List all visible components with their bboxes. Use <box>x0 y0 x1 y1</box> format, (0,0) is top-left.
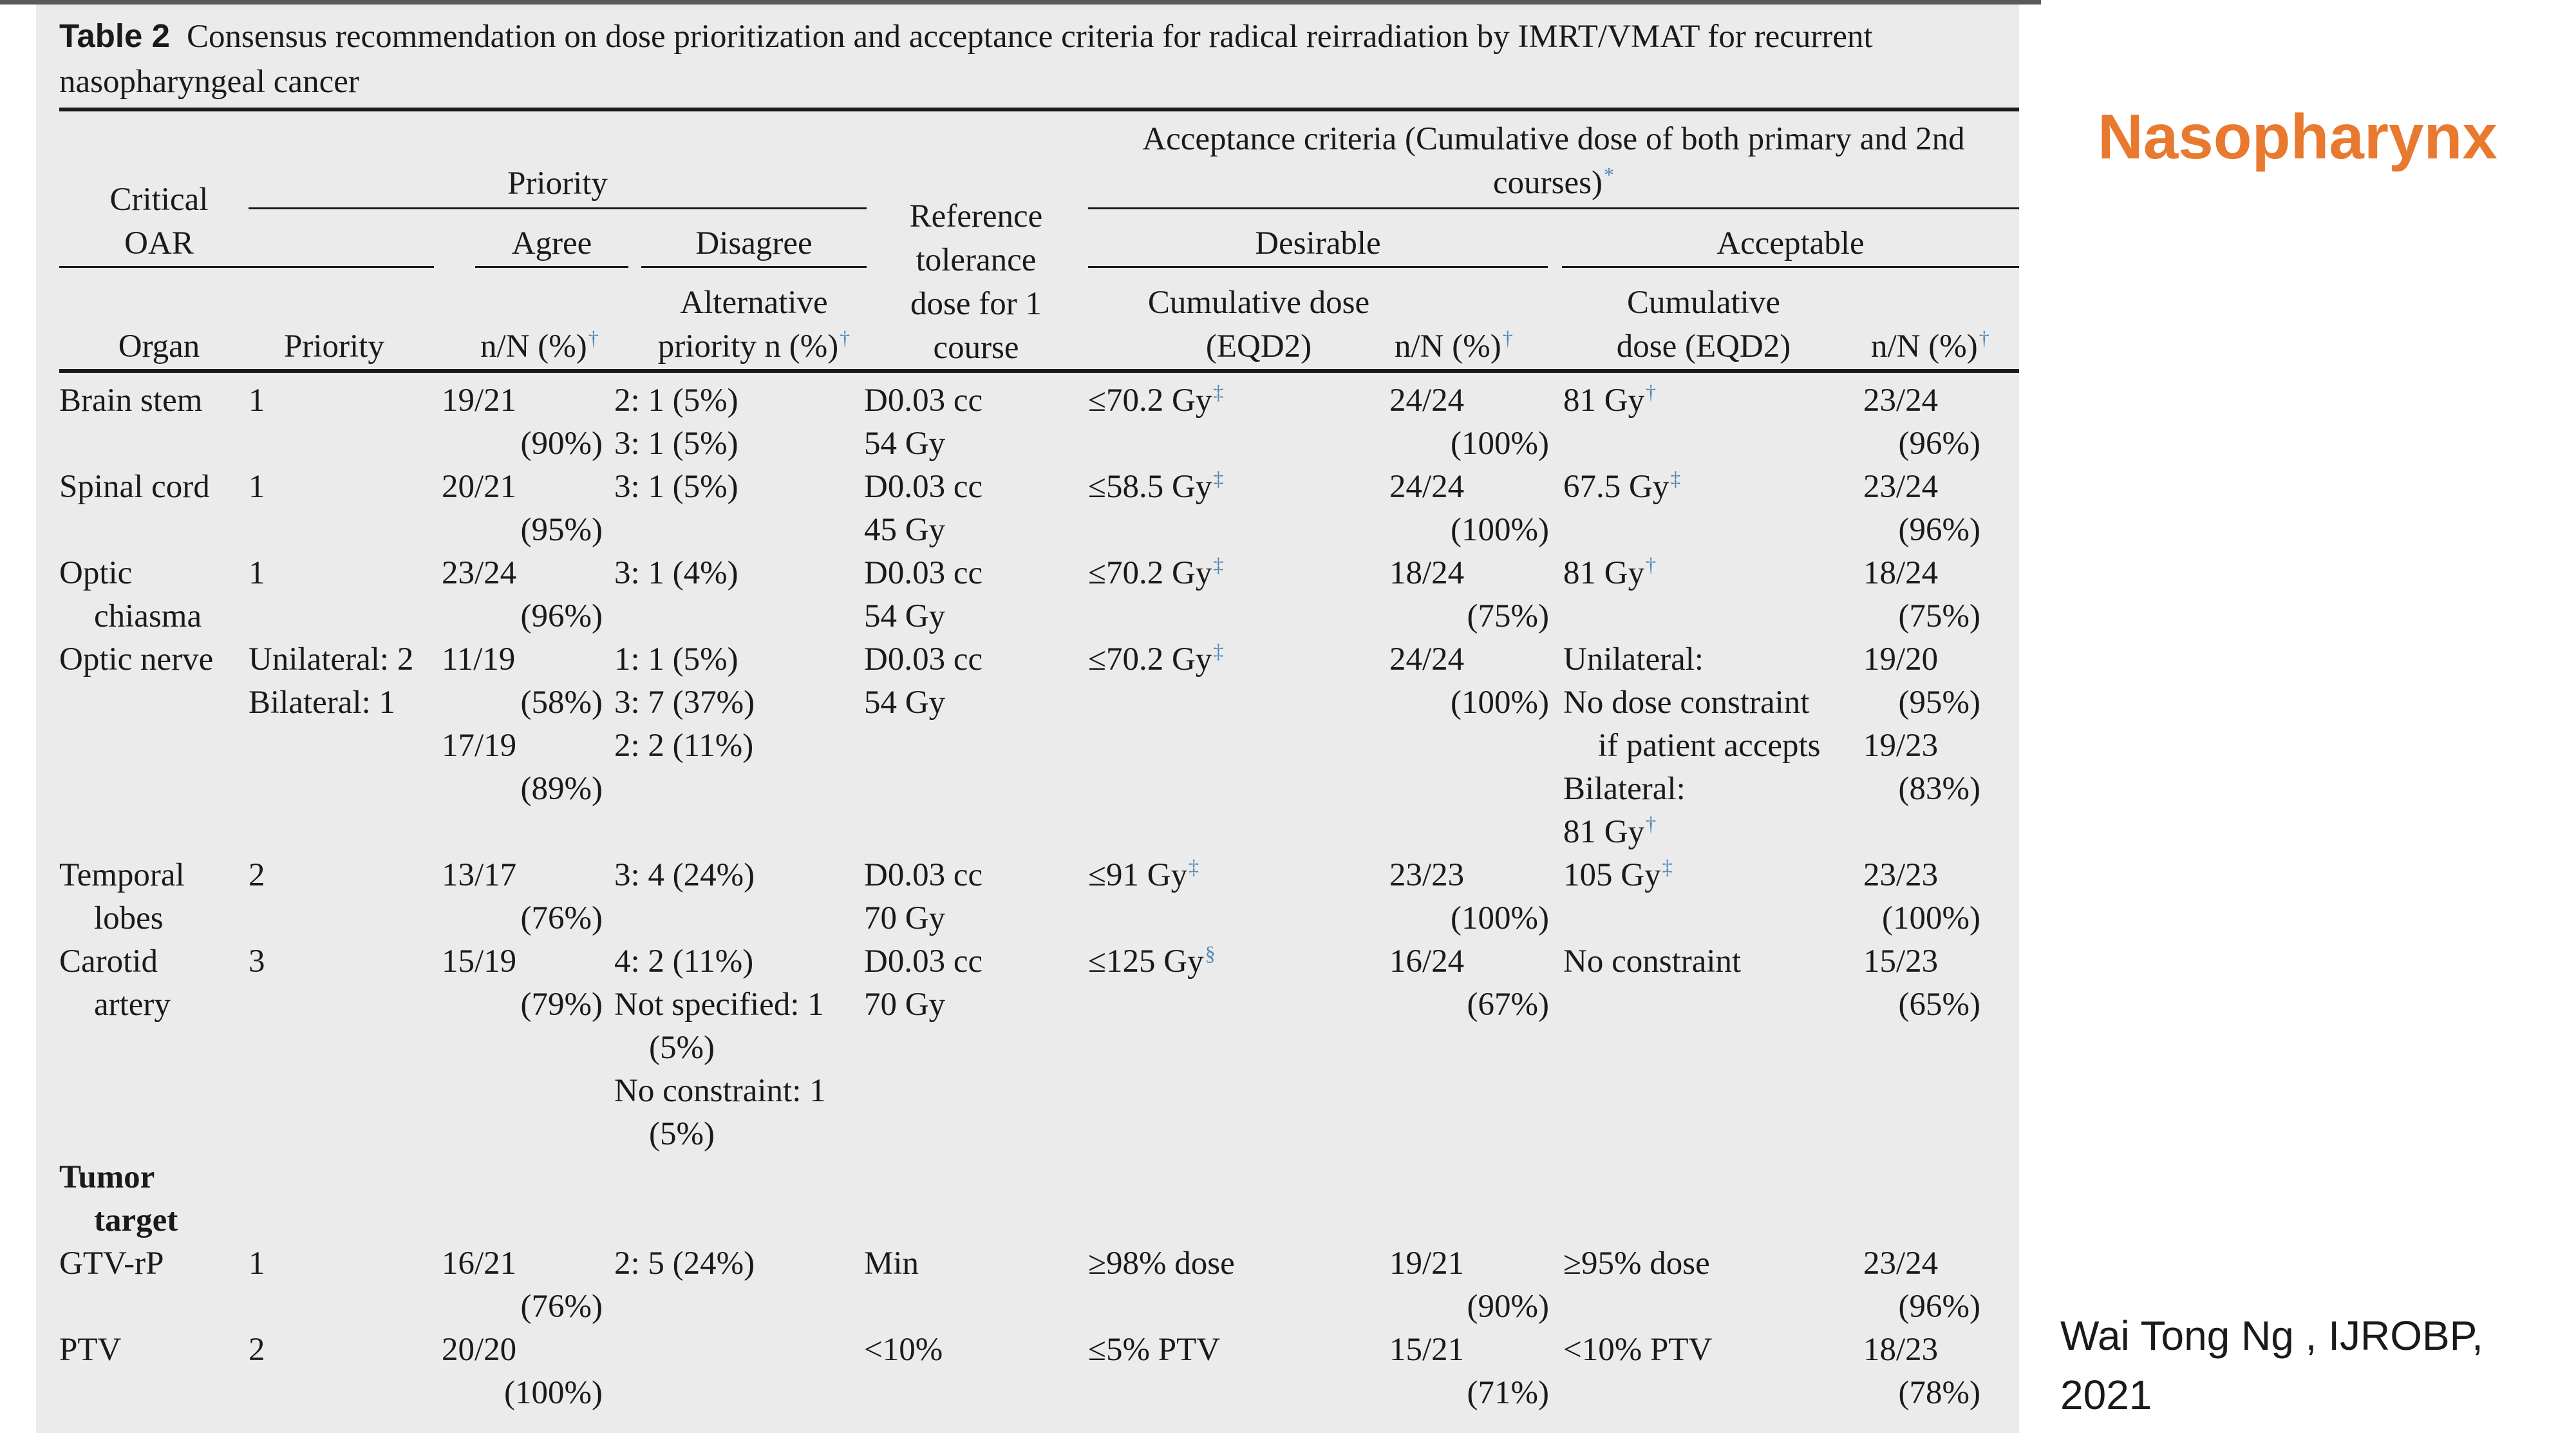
cell-acc-optic-nerve-5: 81 Gy† <box>1563 812 1657 850</box>
cell-alt-brain-stem-1: 2: 1 (5%) <box>614 383 738 419</box>
citation-line-2: 2021 <box>2060 1372 2152 1418</box>
cell-ref-spinal-cord-2: 45 Gy <box>864 512 946 548</box>
cell-acc-n-ptv: 18/23 <box>1863 1332 1939 1368</box>
cell-acc-pct-spinal-cord: (96%) <box>1898 512 1980 548</box>
cell-ref-temporal-lobes-2: 70 Gy <box>864 900 946 936</box>
cell-acc-optic-nerve-1: Unilateral: <box>1563 641 1704 677</box>
cell-des-dose-spinal-cord: ≤58.5 Gy‡ <box>1088 467 1224 505</box>
cell-des-pct-optic-chiasma: (75%) <box>1467 598 1549 634</box>
cell-acc-dose-spinal-cord: 67.5 Gy‡ <box>1563 467 1681 505</box>
cell-des-pct-spinal-cord: (100%) <box>1451 512 1549 548</box>
rule-agree <box>475 266 628 268</box>
header-critical: Critical <box>109 182 209 218</box>
header-disagree: Disagree <box>695 225 813 261</box>
cell-acc-pct-optic-chiasma: (75%) <box>1898 598 1980 634</box>
cell-priority-carotid-artery: 3 <box>249 943 265 980</box>
cell-agree-optic-nerve-1: 11/19 <box>442 641 516 677</box>
cell-des-n-gtv: 19/21 <box>1389 1245 1465 1282</box>
cell-des-n-ptv: 15/21 <box>1389 1332 1465 1368</box>
rule-disagree <box>641 266 867 268</box>
cell-ref-optic-nerve-1: D0.03 cc <box>864 641 983 677</box>
cell-ref-ptv: <10% <box>864 1332 943 1368</box>
rule-desirable <box>1088 266 1548 268</box>
table-label: Table 2 <box>59 17 170 54</box>
cell-agree-pct-carotid-artery: (79%) <box>520 987 603 1023</box>
cell-acc-n-brain-stem: 23/24 <box>1863 383 1939 419</box>
cell-priority-optic-nerve-2: Bilateral: 1 <box>249 685 396 721</box>
cell-alt-gtv: 2: 5 (24%) <box>614 1245 755 1282</box>
cell-agree-pct-optic-nerve-1: (58%) <box>520 685 603 721</box>
cell-agree-brain-stem: 19/21 <box>442 383 517 419</box>
cell-acc-dose-gtv: ≥95% dose <box>1563 1245 1710 1282</box>
cell-des-dose-optic-chiasma: ≤70.2 Gy‡ <box>1088 553 1224 591</box>
cell-des-pct-gtv: (90%) <box>1467 1289 1549 1325</box>
cell-des-dose-brain-stem: ≤70.2 Gy‡ <box>1088 381 1224 419</box>
cell-des-dose-gtv: ≥98% dose <box>1088 1245 1235 1282</box>
header-acceptance-line2: courses)* <box>1493 163 1614 201</box>
header-alternative: Alternative <box>680 285 828 321</box>
header-eqd2: (EQD2) <box>1205 328 1312 365</box>
cell-ref-optic-chiasma-2: 54 Gy <box>864 598 946 634</box>
cell-alt-carotid-artery-2: Not specified: 1 <box>614 987 824 1023</box>
cell-agree-ptv: 20/20 <box>442 1332 517 1368</box>
cell-organ-spinal-cord: Spinal cord <box>59 469 210 505</box>
cell-alt-optic-nerve-1: 1: 1 (5%) <box>614 641 738 677</box>
header-priority-group: Priority <box>507 166 608 202</box>
cell-ref-spinal-cord-1: D0.03 cc <box>864 469 983 505</box>
slide-title: Nasopharynx <box>2098 101 2497 172</box>
header-agree-nn: n/N (%)† <box>480 327 599 365</box>
cell-alt-temporal-lobes: 3: 4 (24%) <box>614 857 755 893</box>
cell-organ-optic-nerve: Optic nerve <box>59 641 214 677</box>
rule-priority-group <box>249 207 867 209</box>
cell-des-pct-brain-stem: (100%) <box>1451 426 1549 462</box>
header-cumulative: Cumulative <box>1627 285 1780 321</box>
cell-agree-pct-temporal-lobes: (76%) <box>520 900 603 936</box>
cell-organ-carotid-artery-1: Carotid <box>59 943 158 980</box>
cell-acc-n-gtv: 23/24 <box>1863 1245 1939 1282</box>
cell-ref-temporal-lobes-1: D0.03 cc <box>864 857 983 893</box>
cell-agree-gtv: 16/21 <box>442 1245 517 1282</box>
cell-des-pct-ptv: (71%) <box>1467 1375 1549 1411</box>
citation-line-1: Wai Tong Ng , IJROBP, <box>2060 1312 2483 1359</box>
cell-des-pct-temporal-lobes: (100%) <box>1451 900 1549 936</box>
header-desirable-nn: n/N (%)† <box>1395 327 1513 365</box>
rule-acceptance <box>1088 207 2019 209</box>
table-panel <box>36 5 2019 1433</box>
cell-organ-brain-stem: Brain stem <box>59 383 203 419</box>
cell-organ-temporal-lobes-2: lobes <box>94 900 164 936</box>
cell-des-n-temporal-lobes: 23/23 <box>1389 857 1465 893</box>
cell-acc-dose-carotid-artery: No constraint <box>1563 943 1742 980</box>
cell-ref-brain-stem-1: D0.03 cc <box>864 383 983 419</box>
cell-des-pct-optic-nerve: (100%) <box>1451 685 1549 721</box>
cell-agree-optic-chiasma: 23/24 <box>442 555 517 591</box>
cell-acc-dose-temporal-lobes: 105 Gy‡ <box>1563 855 1673 893</box>
cell-alt-optic-chiasma: 3: 1 (4%) <box>614 555 738 591</box>
cell-ref-carotid-artery-1: D0.03 cc <box>864 943 983 980</box>
cell-priority-brain-stem: 1 <box>249 383 265 419</box>
section-target: target <box>94 1202 178 1238</box>
cell-acc-dose-optic-chiasma: 81 Gy† <box>1563 553 1657 591</box>
section-tumor: Tumor <box>59 1159 155 1195</box>
cell-agree-pct-optic-chiasma: (96%) <box>520 598 603 634</box>
cell-agree-spinal-cord: 20/21 <box>442 469 517 505</box>
cell-acc-optic-nerve-3: if patient accepts <box>1598 728 1821 764</box>
header-agree: Agree <box>511 225 592 261</box>
header-acceptable: Acceptable <box>1716 225 1865 261</box>
cell-agree-pct-gtv: (76%) <box>520 1289 603 1325</box>
header-organ: Organ <box>118 328 200 365</box>
cell-organ-ptv: PTV <box>59 1332 122 1368</box>
cell-acc-optic-nerve-4: Bilateral: <box>1563 771 1686 807</box>
header-acceptable-nn: n/N (%)† <box>1871 327 1989 365</box>
cell-acc-dose-brain-stem: 81 Gy† <box>1563 381 1657 419</box>
cell-priority-optic-nerve-1: Unilateral: 2 <box>249 641 414 677</box>
cell-des-dose-carotid-artery: ≤125 Gy§ <box>1088 942 1216 980</box>
cell-acc-n-temporal-lobes: 23/23 <box>1863 857 1939 893</box>
cell-acc-pct-gtv: (96%) <box>1898 1289 1980 1325</box>
cell-agree-pct-brain-stem: (90%) <box>520 426 603 462</box>
cell-organ-gtv: GTV-rP <box>59 1245 164 1282</box>
cell-acc-optic-nerve-2: No dose constraint <box>1563 685 1810 721</box>
cell-acc-n-spinal-cord: 23/24 <box>1863 469 1939 505</box>
table-caption <box>59 14 2017 104</box>
header-dose-eqd2: dose (EQD2) <box>1616 328 1791 365</box>
cell-agree-carotid-artery: 15/19 <box>442 943 517 980</box>
cell-acc-n-optic-nerve-2: 19/23 <box>1863 728 1939 764</box>
rule-critical-oar <box>59 266 272 268</box>
cell-acc-pct-temporal-lobes: (100%) <box>1882 900 1980 936</box>
cell-alt-carotid-artery-1: 4: 2 (11%) <box>614 943 754 980</box>
cell-agree-pct-ptv: (100%) <box>504 1375 603 1411</box>
cell-acc-pct-optic-nerve-1: (95%) <box>1898 685 1980 721</box>
cell-alt-spinal-cord: 3: 1 (5%) <box>614 469 738 505</box>
cell-des-dose-temporal-lobes: ≤91 Gy‡ <box>1088 855 1199 893</box>
cell-des-n-spinal-cord: 24/24 <box>1389 469 1465 505</box>
cell-organ-optic-chiasma-2: chiasma <box>94 598 202 634</box>
cell-des-n-optic-nerve: 24/24 <box>1389 641 1465 677</box>
cell-des-n-carotid-artery: 16/24 <box>1389 943 1465 980</box>
cell-acc-n-optic-nerve-1: 19/20 <box>1863 641 1939 677</box>
cell-des-dose-optic-nerve: ≤70.2 Gy‡ <box>1088 639 1224 677</box>
citation <box>2060 1306 2483 1425</box>
cell-acc-n-carotid-artery: 15/23 <box>1863 943 1939 980</box>
cell-priority-temporal-lobes: 2 <box>249 857 265 893</box>
cell-acc-pct-carotid-artery: (65%) <box>1898 987 1980 1023</box>
cell-organ-carotid-artery-2: artery <box>94 987 171 1023</box>
cell-alt-optic-nerve-2: 3: 7 (37%) <box>614 685 755 721</box>
rule-acceptable <box>1562 266 2019 268</box>
cell-ref-carotid-artery-2: 70 Gy <box>864 987 946 1023</box>
header-priority: Priority <box>284 328 384 365</box>
cell-priority-gtv: 1 <box>249 1245 265 1282</box>
cell-ref-optic-nerve-2: 54 Gy <box>864 685 946 721</box>
footnote-asterisk: * <box>1603 163 1614 186</box>
cell-des-n-optic-chiasma: 18/24 <box>1389 555 1465 591</box>
table-top-rule <box>59 108 2019 111</box>
cell-des-dose-ptv: ≤5% PTV <box>1088 1332 1221 1368</box>
header-desirable: Desirable <box>1255 225 1381 261</box>
cell-agree-temporal-lobes: 13/17 <box>442 857 517 893</box>
cell-agree-pct-optic-nerve-2: (89%) <box>520 771 603 807</box>
cell-des-pct-carotid-artery: (67%) <box>1467 987 1549 1023</box>
cell-acc-dose-ptv: <10% PTV <box>1563 1332 1713 1368</box>
cell-alt-carotid-artery-5: (5%) <box>649 1116 715 1152</box>
cell-alt-brain-stem-2: 3: 1 (5%) <box>614 426 738 462</box>
cell-acc-n-optic-chiasma: 18/24 <box>1863 555 1939 591</box>
cell-ref-optic-chiasma-1: D0.03 cc <box>864 555 983 591</box>
header-reference: Reference <box>909 198 1043 234</box>
cell-alt-carotid-artery-4: No constraint: 1 <box>614 1073 826 1109</box>
cell-ref-brain-stem-2: 54 Gy <box>864 426 946 462</box>
cell-organ-temporal-lobes-1: Temporal <box>59 857 185 893</box>
cell-alt-optic-nerve-3: 2: 2 (11%) <box>614 728 754 764</box>
cell-ref-gtv: Min <box>864 1245 919 1282</box>
header-course: course <box>933 330 1019 366</box>
cell-priority-ptv: 2 <box>249 1332 265 1368</box>
table-caption-text: Consensus recommendation on dose prioritization and acceptance criteria for radical reirradiation by IMRT/VMAT for recurrent nasopharyngeal cancer <box>59 19 1873 100</box>
cell-priority-spinal-cord: 1 <box>249 469 265 505</box>
cell-organ-optic-chiasma-1: Optic <box>59 555 133 591</box>
cell-acc-pct-brain-stem: (96%) <box>1898 426 1980 462</box>
cell-des-n-brain-stem: 24/24 <box>1389 383 1465 419</box>
cell-agree-optic-nerve-2: 17/19 <box>442 728 517 764</box>
header-tolerance: tolerance <box>916 242 1037 278</box>
header-oar: OAR <box>124 225 194 261</box>
top-border-line <box>0 0 2041 5</box>
header-dose-for-1: dose for 1 <box>910 286 1042 322</box>
header-acceptance-line1: Acceptance criteria (Cumulative dose of both primary and 2nd <box>1142 121 1965 157</box>
cell-agree-pct-spinal-cord: (95%) <box>520 512 603 548</box>
cell-priority-optic-chiasma: 1 <box>249 555 265 591</box>
header-alternative-priority: priority n (%)† <box>657 327 851 365</box>
rule-priority-blank <box>249 266 434 268</box>
cell-alt-carotid-artery-3: (5%) <box>649 1030 715 1066</box>
header-cumulative-dose: Cumulative dose <box>1147 285 1370 321</box>
cell-acc-pct-ptv: (78%) <box>1898 1375 1980 1411</box>
cell-acc-pct-optic-nerve-2: (83%) <box>1898 771 1980 807</box>
